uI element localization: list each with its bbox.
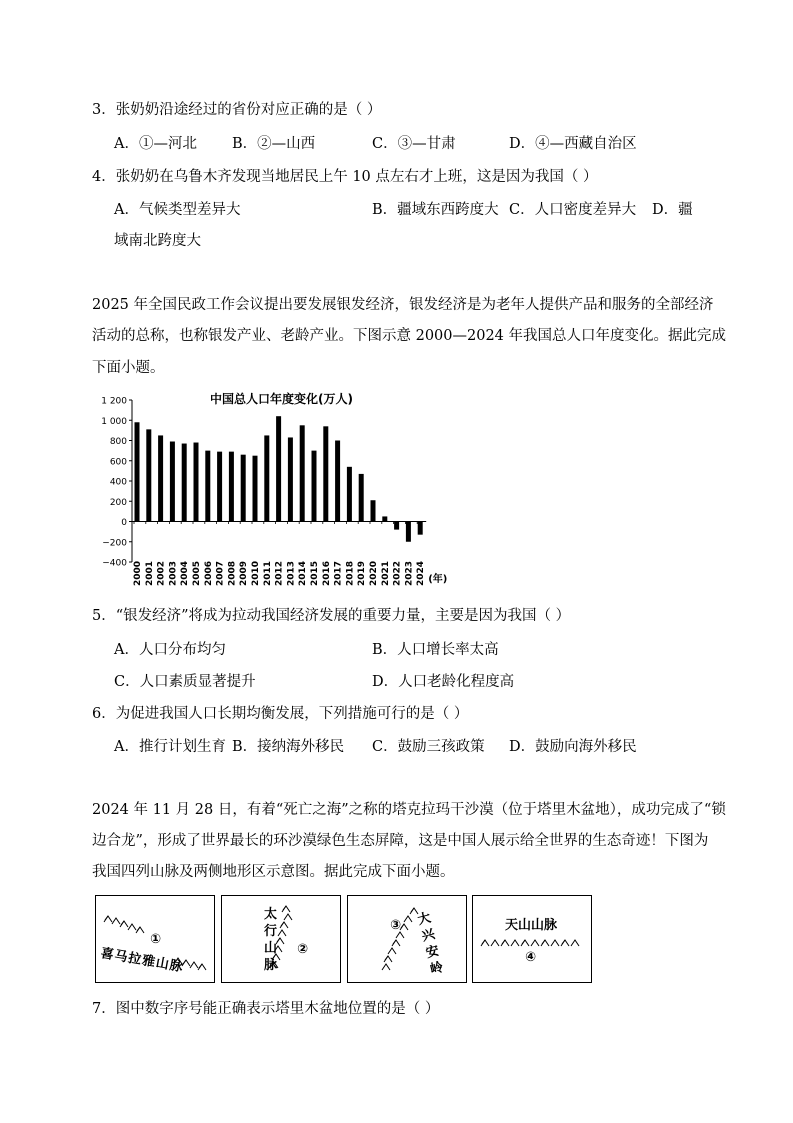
chart-bar [253, 456, 258, 522]
chart-bar [241, 455, 246, 522]
chart-bar [194, 443, 199, 522]
y-tick-label: 200 [109, 497, 127, 508]
population-chart [92, 388, 472, 588]
y-tick-label: −400 [102, 558, 127, 569]
y-tick-label: −200 [102, 538, 127, 549]
sketch3-marker: ③ [390, 918, 402, 933]
chart-bar [335, 441, 340, 522]
passage1-line-2: 活动的总称，也称银发产业、老龄产业。下图示意 2000—2024 年我国总人口年度变化。据此完成 [92, 328, 727, 344]
x-tick-label: 2001 [144, 560, 155, 586]
q5-option-a: A．人口分布均匀 [114, 642, 226, 658]
passage2-line-1: 2024 年 11 月 28 日，有着“死亡之海”之称的塔克拉玛干沙漠（位于塔里木盆地），成功完成了“锁 [92, 802, 726, 818]
chart-bar [146, 429, 151, 521]
x-tick-label: 2009 [239, 560, 250, 586]
q7-stem: 7．图中数字序号能正确表示塔里木盆地位置的是（ ） [92, 1001, 440, 1017]
chart-bar [347, 467, 352, 522]
chart-bar [158, 435, 163, 521]
chart-bar [229, 452, 234, 522]
sketch-taihang [221, 895, 341, 983]
q6-option-d: D．鼓励向海外移民 [509, 739, 637, 755]
mountain-range-icon [348, 896, 466, 982]
chart-bar [276, 416, 281, 521]
chart-bar [205, 451, 210, 522]
x-tick-label: 2015 [310, 560, 320, 586]
q4-option-b: B．疆域东西跨度大 [372, 202, 499, 218]
sketch4-marker: ④ [525, 950, 537, 965]
chart-title: 中国总人口年度变化(万人) [210, 392, 353, 406]
sketch3-mountain-label: 大兴安岭 [416, 910, 445, 978]
x-axis-label: (年) [428, 574, 448, 585]
y-tick-label: 0 [121, 518, 127, 528]
chart-bar [300, 425, 305, 521]
x-tick-label: 2024 [416, 560, 427, 586]
chart-bar [312, 451, 317, 522]
sketch2-mountain-label: 太行山脉 [264, 907, 278, 973]
x-tick-label: 2016 [321, 560, 332, 586]
x-tick-label: 2014 [298, 560, 309, 586]
q3-option-a: A．①—河北 [114, 136, 197, 152]
x-tick-label: 2018 [345, 560, 356, 586]
x-tick-label: 2000 [133, 560, 143, 586]
y-tick-label: 600 [109, 457, 127, 468]
x-tick-label: 2008 [227, 560, 238, 586]
sketch-daxinganling [347, 895, 467, 983]
q6-stem: 6．为促进我国人口长期均衡发展，下列措施可行的是（ ） [92, 706, 469, 722]
passage1-line-3: 下面小题。 [92, 360, 165, 376]
x-tick-label: 2013 [286, 560, 297, 586]
sketch4-mountain-label: 天山山脉 [505, 918, 558, 933]
x-tick-label: 2022 [392, 560, 403, 586]
q4-stem: 4．张奶奶在乌鲁木齐发现当地居民上午 10 点左右才上班，这是因为我国（ ） [92, 169, 598, 185]
q3-option-b: B．②—山西 [232, 136, 316, 152]
passage2-line-2: 边合龙”，形成了世界最长的环沙漠绿色生态屏障，这是中国人展示给全世界的生态奇迹！下图为 [92, 833, 709, 849]
chart-bar [394, 522, 399, 530]
q4-option-d-cont: 域南北跨度大 [114, 233, 201, 249]
passage1-line-1: 2025 年全国民政工作会议提出要发展银发经济，银发经济是为老年人提供产品和服务的全部经济 [92, 297, 714, 313]
x-tick-label: 2019 [357, 560, 368, 586]
q6-option-b: B．接纳海外移民 [232, 739, 345, 755]
q5-stem: 5．“银发经济”将成为拉动我国经济发展的重要力量，主要是因为我国（ ） [92, 608, 571, 624]
x-tick-label: 2023 [404, 560, 415, 586]
q5-option-c: C．人口素质显著提升 [114, 674, 256, 690]
passage2-line-3: 我国四列山脉及两侧地形区示意图。据此完成下面小题。 [92, 864, 455, 880]
mountain-range-icon [222, 896, 340, 982]
x-tick-label: 2007 [215, 560, 226, 586]
chart-svg [92, 388, 472, 588]
mountain-range-icon [473, 896, 591, 982]
q3-stem: 3．张奶奶沿途经过的省份对应正确的是（ ） [92, 102, 382, 118]
chart-bar [288, 437, 293, 521]
q4-option-c: C．人口密度差异大 [509, 202, 637, 218]
chart-bar [323, 426, 328, 521]
q3-option-d: D．④—西藏自治区 [509, 136, 637, 152]
y-tick-label: 1 000 [101, 416, 127, 427]
x-tick-label: 2006 [203, 560, 214, 586]
q6-option-a: A．推行计划生育 [114, 739, 226, 755]
x-tick-label: 2020 [369, 560, 379, 586]
chart-bar [135, 422, 140, 521]
x-tick-label: 2004 [180, 560, 191, 586]
q3-option-c: C．③—甘肃 [372, 136, 456, 152]
chart-bar [418, 522, 423, 535]
chart-bar [371, 500, 376, 521]
x-tick-label: 2011 [262, 560, 273, 586]
chart-bar [182, 444, 187, 522]
sketch-himalaya [95, 895, 215, 983]
x-tick-label: 2017 [333, 560, 344, 586]
x-tick-label: 2012 [274, 560, 285, 586]
chart-bar [264, 435, 269, 521]
y-tick-label: 400 [109, 477, 127, 488]
sketch1-marker: ① [150, 932, 162, 947]
y-tick-label: 800 [109, 437, 127, 447]
y-tick-label: 1 200 [101, 396, 127, 407]
x-tick-label: 2003 [168, 560, 179, 586]
chart-bar [359, 474, 364, 522]
x-tick-label: 2021 [380, 560, 391, 586]
sketch-tianshan [472, 895, 592, 983]
q6-option-c: C．鼓励三孩政策 [372, 739, 485, 755]
x-tick-label: 2005 [192, 560, 202, 586]
sketch1-mountain-label: 喜马拉雅山脉 [99, 946, 185, 976]
x-tick-label: 2010 [251, 560, 261, 586]
sketch2-marker: ② [297, 942, 309, 957]
chart-bar [217, 452, 222, 522]
q4-option-d: D．疆 [652, 202, 693, 218]
chart-bar [170, 442, 175, 522]
q4-option-a: A．气候类型差异大 [114, 202, 241, 218]
q5-option-b: B．人口增长率太高 [372, 642, 499, 658]
q5-option-d: D．人口老龄化程度高 [372, 674, 515, 690]
chart-bar [406, 522, 411, 542]
chart-bar [382, 516, 387, 521]
x-tick-label: 2002 [156, 560, 167, 586]
